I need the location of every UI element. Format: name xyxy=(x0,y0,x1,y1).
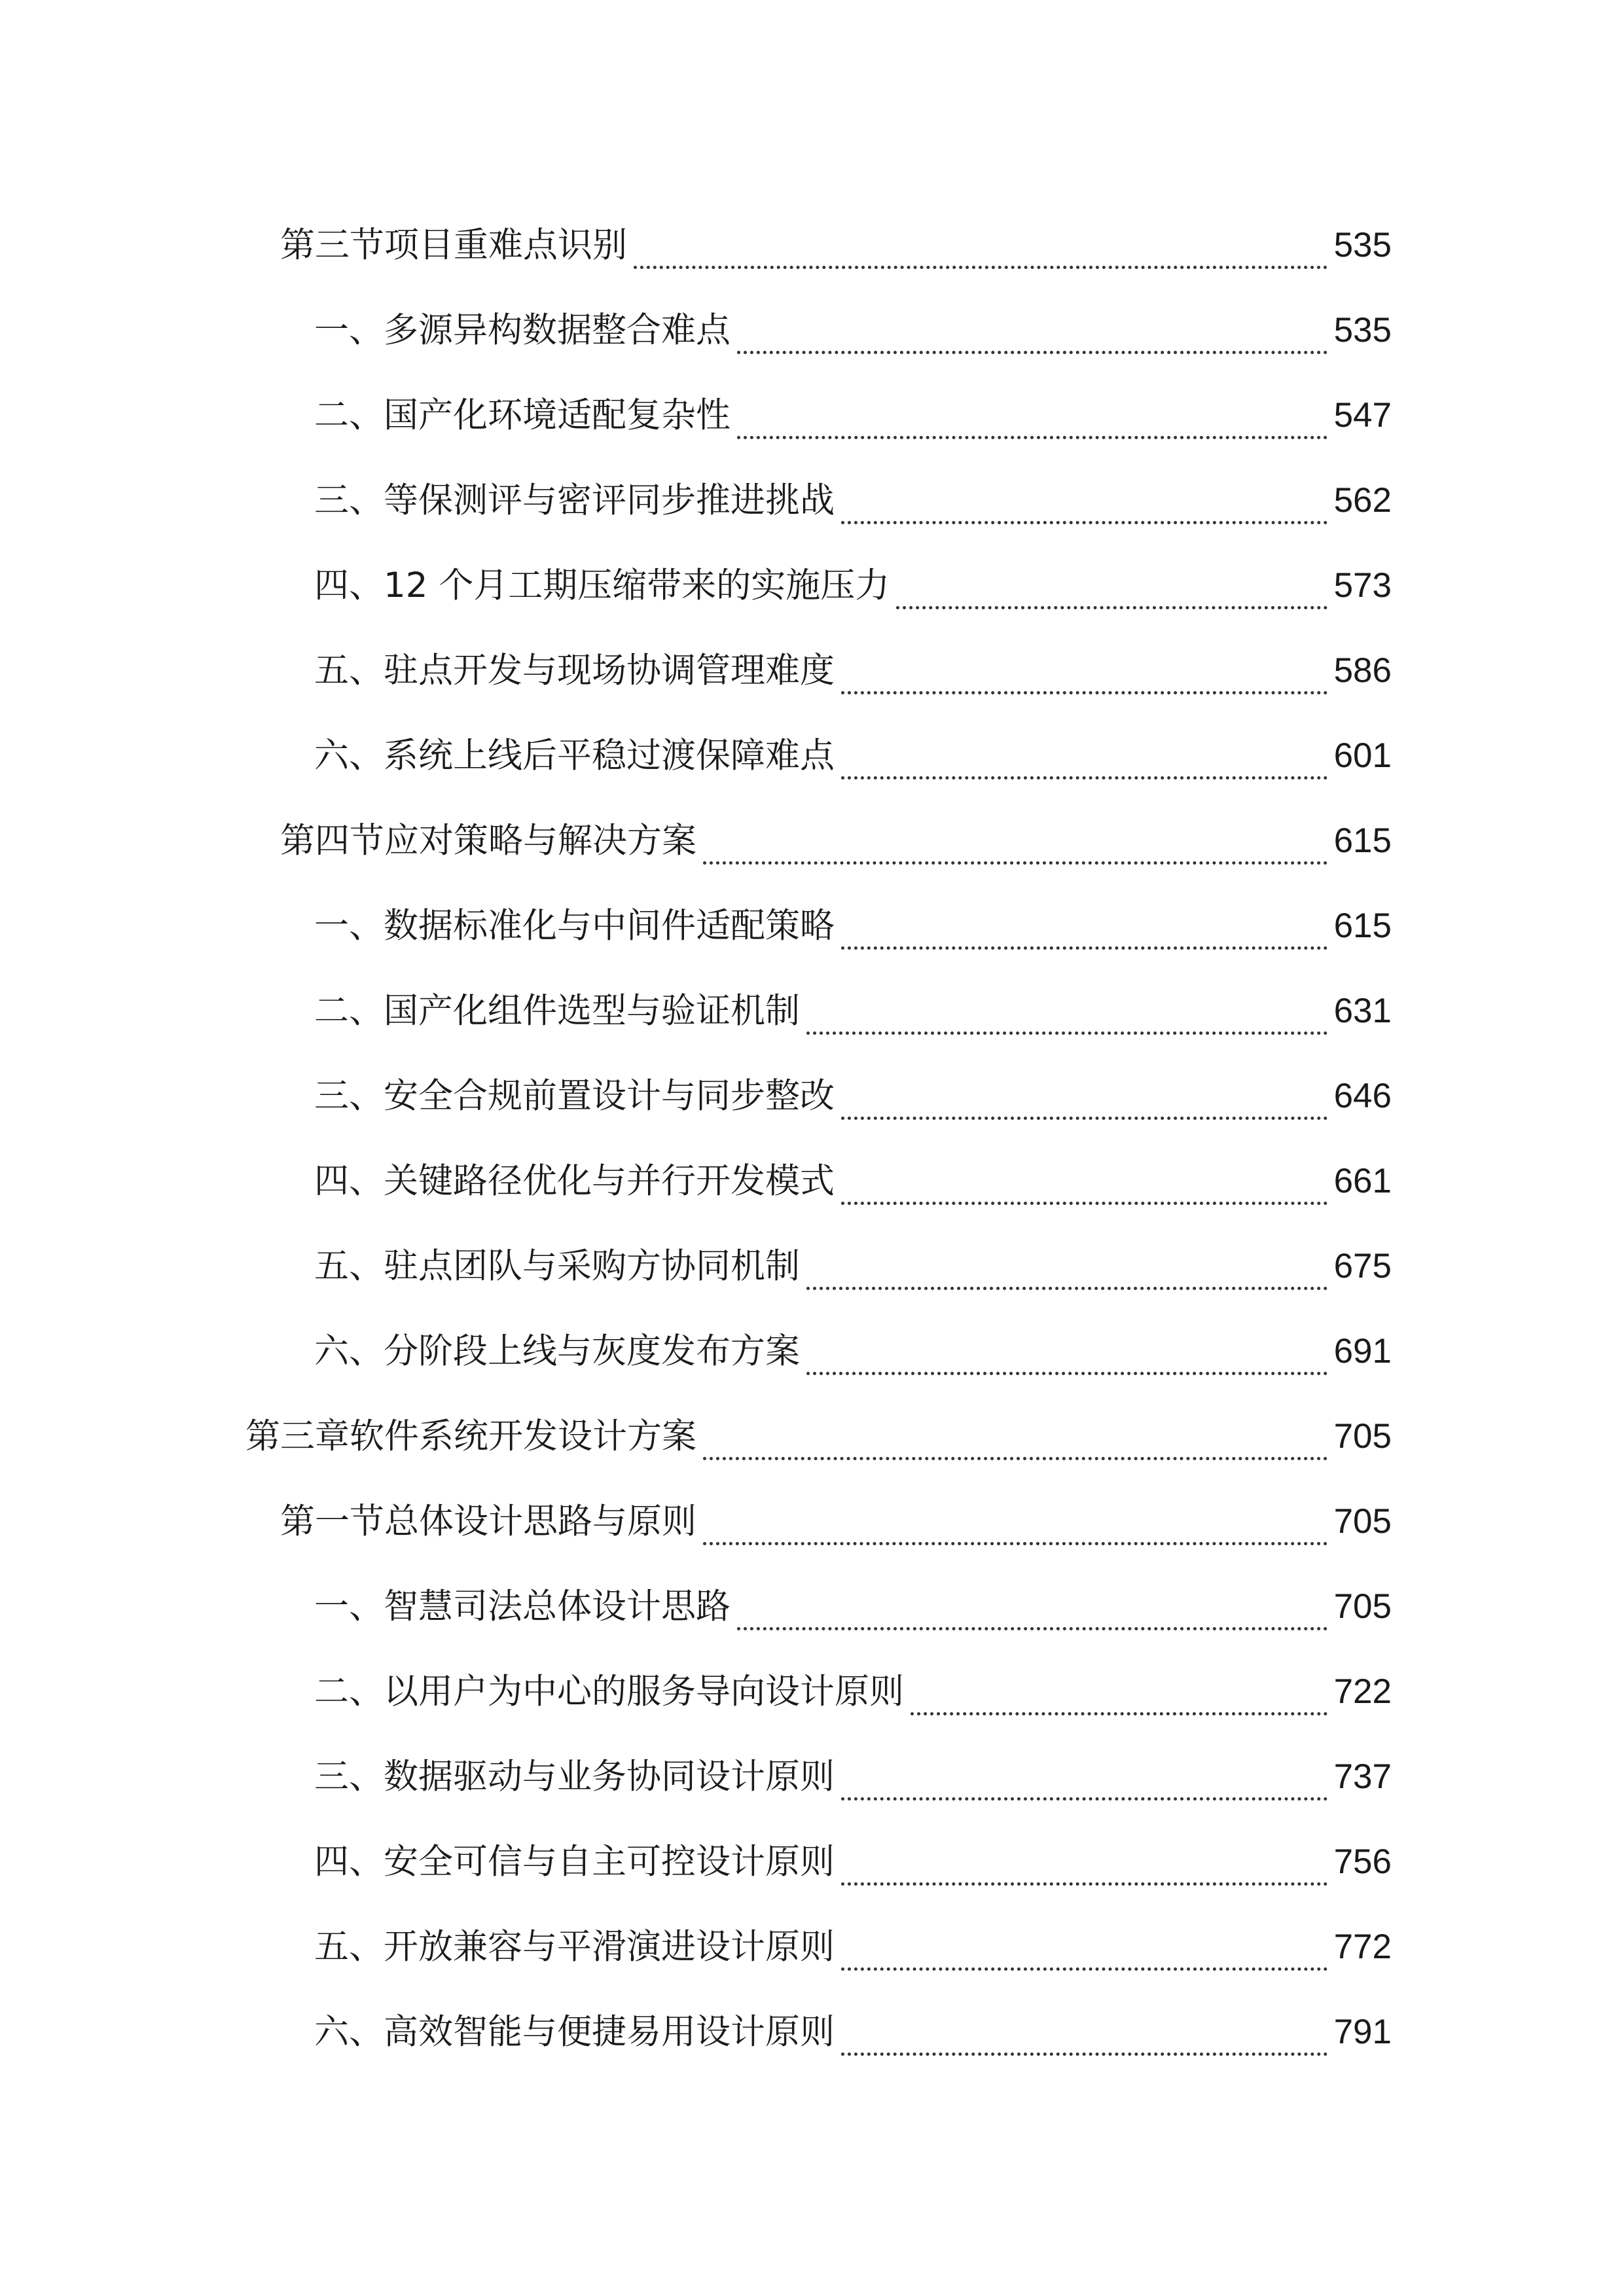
toc-entry-title: 六、高效智能与便捷易用设计原则 xyxy=(314,2015,841,2049)
dot-leader xyxy=(806,997,1327,1035)
toc-entry[interactable] xyxy=(0,968,1624,1053)
toc-entry-title: 六、分阶段上线与灰度发布方案 xyxy=(314,1334,806,1369)
toc-entry-page: 772 xyxy=(1333,1927,1392,1966)
toc-entry[interactable] xyxy=(0,1734,1624,1819)
toc-entry[interactable] xyxy=(0,1138,1624,1223)
toc-entry-page: 547 xyxy=(1333,395,1392,435)
toc-entry-page: 661 xyxy=(1333,1161,1392,1200)
dot-leader xyxy=(841,1848,1327,1886)
toc-entry-page: 675 xyxy=(1333,1246,1392,1285)
toc-entry-title: 一、数据标准化与中间件适配策略 xyxy=(314,908,841,943)
toc-entry[interactable] xyxy=(0,543,1624,628)
toc-entry-page: 705 xyxy=(1333,1501,1392,1541)
toc-entry-page: 573 xyxy=(1333,565,1392,605)
toc-entry-title: 三、安全合规前置设计与同步整改 xyxy=(314,1079,841,1113)
toc-entry-title: 二、国产化环境适配复杂性 xyxy=(314,398,737,433)
toc-entry-page: 737 xyxy=(1333,1757,1392,1796)
toc-entry-page: 722 xyxy=(1333,1672,1392,1711)
toc-entry-page: 791 xyxy=(1333,2012,1392,2051)
dot-leader xyxy=(703,1507,1327,1545)
toc-entry-title: 一、智慧司法总体设计思路 xyxy=(314,1589,737,1624)
dot-leader xyxy=(841,2018,1327,2056)
dot-leader xyxy=(841,912,1327,950)
dot-leader xyxy=(634,231,1327,269)
toc-entry-page: 615 xyxy=(1333,906,1392,945)
toc-entry[interactable] xyxy=(0,1564,1624,1649)
toc-entry[interactable] xyxy=(0,1053,1624,1138)
dot-leader xyxy=(806,1337,1327,1375)
toc-entry[interactable] xyxy=(0,628,1624,713)
toc-entry-title: 第三章软件系统开发设计方案 xyxy=(245,1419,703,1454)
toc-entry[interactable] xyxy=(0,372,1624,457)
toc-entry-page: 535 xyxy=(1333,310,1392,350)
dot-leader xyxy=(841,1167,1327,1205)
toc-entry-title: 第三节项目重难点识别 xyxy=(280,228,634,262)
dot-leader xyxy=(896,571,1327,609)
toc-entry-title: 二、以用户为中心的服务导向设计原则 xyxy=(314,1674,911,1709)
toc-entry-title: 四、安全可信与自主可控设计原则 xyxy=(314,1844,841,1879)
toc-entry-title: 二、国产化组件选型与验证机制 xyxy=(314,994,806,1028)
toc-entry[interactable] xyxy=(0,883,1624,968)
toc-entry-page: 615 xyxy=(1333,821,1392,860)
toc-entry-title: 五、开放兼容与平滑演进设计原则 xyxy=(314,1929,841,1964)
dot-leader xyxy=(737,1592,1327,1630)
toc-entry-page: 756 xyxy=(1333,1842,1392,1881)
dot-leader xyxy=(841,742,1327,780)
toc-entry[interactable] xyxy=(0,1223,1624,1308)
dot-leader xyxy=(703,1422,1327,1460)
dot-leader xyxy=(703,827,1327,865)
dot-leader xyxy=(841,656,1327,694)
dot-leader xyxy=(841,1933,1327,1971)
dot-leader xyxy=(806,1252,1327,1290)
toc-entry-page: 631 xyxy=(1333,991,1392,1030)
toc-entry-page: 646 xyxy=(1333,1076,1392,1115)
dot-leader xyxy=(841,1082,1327,1120)
toc-entry-title: 四、12 个月工期压缩带来的实施压力 xyxy=(314,568,896,603)
toc-entry[interactable] xyxy=(0,1904,1624,1989)
toc-entry-title: 四、关键路径优化与并行开发模式 xyxy=(314,1164,841,1198)
toc-entry-page: 586 xyxy=(1333,651,1392,690)
toc-entry-title: 一、多源异构数据整合难点 xyxy=(314,313,737,348)
toc-entry-page: 562 xyxy=(1333,480,1392,520)
toc-entry-title: 六、系统上线后平稳过渡保障难点 xyxy=(314,738,841,773)
toc-entry-page: 535 xyxy=(1333,225,1392,264)
toc-entry[interactable] xyxy=(0,457,1624,543)
toc-entry[interactable] xyxy=(0,798,1624,883)
dot-leader xyxy=(841,486,1327,524)
toc-entry-title: 第四节应对策略与解决方案 xyxy=(280,823,703,858)
dot-leader xyxy=(911,1677,1327,1715)
dot-leader xyxy=(841,1763,1327,1801)
toc-entry-title: 三、数据驱动与业务协同设计原则 xyxy=(314,1759,841,1794)
toc-entry-title: 三、等保测评与密评同步推进挑战 xyxy=(314,483,841,518)
toc-entry-title: 五、驻点开发与现场协调管理难度 xyxy=(314,653,841,688)
toc-entry[interactable] xyxy=(0,1479,1624,1564)
toc-entry-title: 第一节总体设计思路与原则 xyxy=(280,1504,703,1539)
dot-leader xyxy=(737,316,1327,354)
toc-entry-page: 705 xyxy=(1333,1587,1392,1626)
toc-entry-page: 705 xyxy=(1333,1416,1392,1456)
toc-entry[interactable] xyxy=(0,713,1624,798)
toc-entry[interactable] xyxy=(0,1308,1624,1393)
toc-entry[interactable] xyxy=(0,1989,1624,2074)
table-of-contents xyxy=(0,202,1624,2074)
toc-entry-page: 691 xyxy=(1333,1331,1392,1371)
toc-entry[interactable] xyxy=(0,1649,1624,1734)
toc-entry-title: 五、驻点团队与采购方协同机制 xyxy=(314,1249,806,1283)
toc-entry[interactable] xyxy=(0,287,1624,372)
toc-entry[interactable] xyxy=(0,202,1624,287)
toc-entry[interactable] xyxy=(0,1393,1624,1479)
toc-entry-page: 601 xyxy=(1333,736,1392,775)
toc-entry[interactable] xyxy=(0,1819,1624,1904)
dot-leader xyxy=(737,401,1327,439)
